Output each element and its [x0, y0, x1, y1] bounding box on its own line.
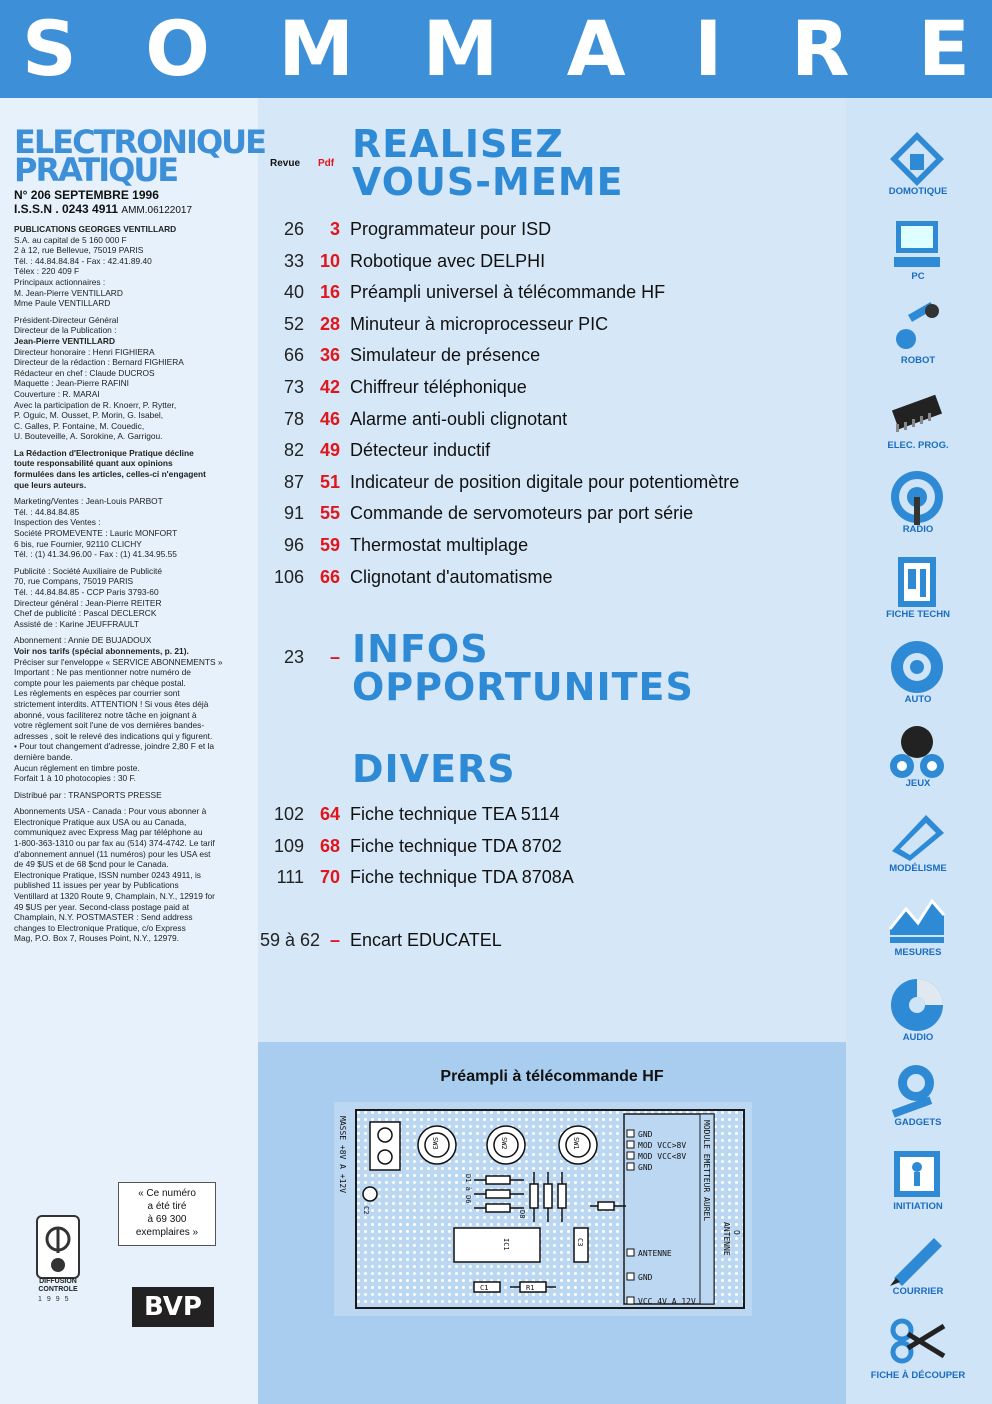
banner-letter: M	[278, 4, 355, 93]
credits-line: Distribué par : TRANSPORTS PRESSE	[14, 789, 162, 800]
credits-line: Chef de publicité : Pascal DECLERCK	[14, 608, 157, 619]
credits-line: Préciser sur l'enveloppe « SERVICE ABONNEMENTS »	[14, 656, 223, 667]
credits-line: Principaux actionnaires :	[14, 276, 106, 287]
print-run-box	[118, 1182, 216, 1246]
section-title-divers: DIVERS	[352, 747, 516, 791]
article-title: Robotique avec DELPHI	[350, 250, 546, 271]
section-title-line: REALISEZ	[352, 122, 564, 166]
credits-line: Tél. : (1) 41.34.96.00 - Fax : (1) 41.34.95.55	[14, 549, 177, 560]
pdf-page: 42	[319, 377, 340, 397]
revue-page: 23	[283, 647, 304, 667]
credits-line: published 11 issues per year by Publications	[14, 880, 179, 891]
pdf-page: 28	[319, 313, 340, 334]
pin-gnd: GND	[638, 1273, 653, 1282]
credits-line: Inspection des Ventes :	[14, 517, 101, 528]
pin-mod1: MOD VCC>8V	[638, 1141, 687, 1150]
article-title: Détecteur inductif	[350, 440, 491, 461]
banner-letter: R	[790, 4, 850, 93]
pin-vcc: VCC 4V A 12V	[638, 1297, 696, 1306]
credits-line: votre règlement soit l'une de vos dernières bandes-	[14, 720, 205, 731]
pdf-page: –	[329, 647, 340, 667]
issn: I.S.S.N . 0243 4911	[14, 202, 119, 216]
revue-page: 40	[283, 282, 304, 303]
section-title-line: OPPORTUNITES	[352, 665, 694, 709]
pin-gnd: GND	[638, 1130, 653, 1139]
pdf-page: 66	[319, 566, 340, 587]
article-title: Fiche technique TDA 8702	[350, 835, 562, 856]
article-title: Commande de servomoteurs par port série	[350, 503, 694, 524]
category-label: DOMOTIQUE	[888, 186, 948, 197]
credits-line: Aucun règlement en timbre poste.	[14, 762, 140, 773]
ic-label: IC1	[502, 1238, 510, 1251]
issue-info	[14, 188, 192, 218]
credits-line: Tél. : 44.84.84.85	[14, 506, 80, 517]
credits-line: Rédacteur en chef : Claude DUCROS	[14, 367, 155, 378]
pdf-page: 36	[319, 345, 340, 366]
logo-line-1: ELECTRONIQUE	[14, 123, 265, 161]
revue-page: 87	[283, 471, 304, 492]
print-run-line: exemplaires »	[135, 1227, 199, 1238]
credits-paragraph	[14, 635, 252, 783]
print-run-line: a été tiré	[147, 1201, 187, 1212]
credits-line: dernière bande.	[14, 751, 73, 762]
category-label: MODÉLISME	[889, 862, 947, 874]
credits-line: La Rédaction d'Electronique Pratique décline	[14, 447, 194, 458]
article-title: Simulateur de présence	[350, 345, 541, 366]
credits-line: Directeur honoraire : Henri FIGHIERA	[14, 346, 155, 357]
banner-letter: S	[22, 4, 77, 93]
article-title: Programmateur pour ISD	[350, 219, 552, 239]
credits-line: adresses , soit le relevé des indications qui y figurent.	[14, 730, 213, 741]
revue-page: 82	[283, 440, 304, 461]
article-title: Encart EDUCATEL	[350, 930, 502, 950]
credits-line: Ventillard at 1320 Route 9, Champlain, N.Y., 12919 for	[14, 891, 215, 902]
category-label: ROBOT	[900, 355, 936, 367]
credits-line: M. Jean-Pierre VENTILLARD	[14, 287, 123, 298]
article-title: Préampli universel à télécommande HF	[350, 282, 666, 303]
capacitor-label: C1	[480, 1284, 489, 1292]
robot-arm-icon	[886, 297, 948, 359]
pcb-layout-diagram	[334, 1102, 752, 1316]
article-title: Thermostat multiplage	[350, 535, 529, 555]
scissors-icon	[886, 1312, 948, 1374]
mail-icon	[886, 1228, 948, 1290]
category-label: COURRIER	[892, 1285, 944, 1297]
credits-line: Jean-Pierre VENTILLARD	[14, 335, 115, 346]
credits-paragraph	[14, 448, 252, 490]
revue-page: 78	[283, 408, 304, 429]
credits-line: de 49 $US et de 68 $cnd pour le Canada.	[14, 859, 169, 870]
switch-label: SW2	[500, 1137, 508, 1150]
credits-line: Assisté de : Karine JEUFFRAULT	[14, 618, 140, 629]
credits-line: U. Bouteveille, A. Sorokine, A. Garrigou.	[14, 431, 163, 442]
credits-line: Tél. : 44.84.84.84 - Fax : 42.41.89.40	[14, 255, 152, 266]
switch-label: SW3	[431, 1137, 439, 1150]
car-icon	[886, 636, 948, 698]
article-title: Indicateur de position digitale pour potentiomètre	[350, 471, 740, 492]
power-label: MASSE +8V A +12V	[338, 1116, 347, 1194]
credits-line: Directeur de la rédaction : Bernard FIGHIERA	[14, 357, 184, 368]
article-title: Fiche technique TEA 5114	[350, 804, 560, 824]
category-label: RADIO	[902, 524, 934, 536]
computer-icon	[886, 213, 948, 275]
category-label: AUDIO	[902, 1032, 934, 1043]
category-label: MESURES	[894, 947, 942, 959]
pdf-page: –	[329, 930, 340, 950]
pdf-page: 68	[319, 835, 340, 856]
print-run-line: à 69 300	[147, 1214, 187, 1225]
sommaire-banner	[0, 0, 992, 98]
credits-line: Voir nos tarifs (spécial abonnements, p. 21).	[14, 645, 189, 656]
credits-line: Avec la participation de R. Knoerr, P. Rytter,	[14, 399, 177, 410]
credits-line: Abonnement : Annie DE BUJADOUX	[14, 635, 152, 646]
initiation-icon	[886, 1143, 948, 1205]
credits-line: C. Galles, P. Fontaine, M. Couedic,	[14, 420, 145, 431]
revue-page: 52	[283, 313, 304, 334]
article-title: Clignotant d'automatisme	[350, 566, 553, 587]
schema-title: Préampli à télécommande HF	[440, 1068, 664, 1085]
model-icon	[886, 805, 948, 867]
credits-line: 2 à 12, rue Bellevue, 75019 PARIS	[14, 245, 144, 256]
antenne-vertical-label: ANTENNE	[722, 1222, 731, 1256]
ojd-caption-line: DIFFUSION	[39, 1278, 77, 1285]
credits-line: Tél. : 44.84.84.85 - CCP Paris 3793-60	[14, 587, 159, 597]
credits-line: Champlain, N.Y. POSTMASTER : Send address	[14, 912, 193, 923]
credits-paragraph	[14, 496, 252, 560]
dice-icon	[886, 720, 948, 782]
banner-letter: I	[694, 4, 723, 93]
article-title: Alarme anti-oubli clignotant	[350, 408, 568, 429]
capacitor-label: C3	[576, 1238, 584, 1247]
pdf-page: 64	[319, 804, 340, 824]
measure-icon	[886, 889, 948, 951]
publication-credits	[14, 224, 252, 950]
credits-line: Forfait 1 à 10 photocopies : 30 F.	[14, 773, 136, 784]
antenne-vertical-o: O	[732, 1230, 741, 1235]
credits-line: • Pour tout changement d'adresse, joindre 2,80 F et la	[14, 741, 215, 752]
diode-label: D8	[518, 1210, 526, 1219]
credits-line: abonné, vous faciliterez notre tâche en joignant à	[14, 709, 197, 720]
credits-paragraph	[14, 566, 252, 630]
pdf-page: 10	[319, 250, 340, 271]
revue-page: 33	[283, 250, 304, 271]
revue-page: 109	[273, 835, 304, 856]
ojd-mark-icon	[38, 1217, 78, 1277]
credits-paragraph	[14, 790, 252, 801]
switch-label: SW1	[572, 1137, 580, 1150]
category-label: ELEC. PROG.	[887, 439, 949, 451]
credits-line: Marketing/Ventes : Jean-Louis PARBOT	[14, 496, 163, 507]
datasheet-icon	[886, 551, 948, 613]
category-label: FICHE TECHN	[886, 609, 950, 620]
credits-line: Télex : 220 409 F	[14, 266, 80, 277]
section-title-infos	[352, 627, 694, 709]
category-label: GADGETS	[894, 1116, 942, 1128]
pdf-page: 70	[319, 867, 340, 887]
banner-letter: E	[918, 4, 970, 93]
pdf-page: 16	[319, 282, 340, 303]
pin-antenne: ANTENNE	[638, 1249, 672, 1258]
credits-line: Les règlements en espèces par courrier sont	[14, 688, 180, 699]
category-label: PC	[911, 270, 925, 282]
radio-icon	[886, 466, 948, 528]
resistor-label: R1	[526, 1284, 535, 1292]
logo-line-2: PRATIQUE	[14, 151, 178, 189]
pdf-page: 49	[319, 440, 340, 461]
pdf-page: 55	[319, 503, 340, 524]
issue-number: N° 206 SEPTEMBRE 1996	[14, 188, 159, 202]
pdf-page: 3	[329, 219, 340, 239]
credits-line: Important : Ne pas mentionner notre numéro de	[14, 667, 191, 678]
credits-line: Directeur général : Jean-Pierre REITER	[14, 597, 162, 608]
revue-page: 102	[273, 804, 304, 824]
credits-paragraph	[14, 224, 252, 309]
credits-line: changes to Electronique Pratique, c/o Express	[14, 922, 186, 933]
credits-paragraph	[14, 315, 252, 442]
credits-line: P. Oguic, M. Ousset, P. Morin, G. Isabel,	[14, 410, 164, 421]
credits-line: PUBLICATIONS GEORGES VENTILLARD	[14, 224, 177, 234]
article-title: Minuteur à microprocesseur PIC	[350, 313, 609, 334]
credits-line: 49 $US per year. Second-class postage paid at	[14, 901, 190, 912]
gadget-icon	[886, 1059, 948, 1121]
ojd-caption	[30, 1278, 86, 1294]
revue-header: Revue	[270, 158, 301, 169]
revue-page: 106	[273, 566, 304, 587]
revue-page: 66	[283, 345, 304, 366]
revue-page: 96	[283, 535, 304, 555]
credits-paragraph	[14, 806, 252, 944]
amm-code: AMM.06122017	[121, 205, 193, 216]
credits-line: Abonnements USA - Canada : Pour vous abonner à	[14, 806, 207, 817]
credits-line: Publicité : Société Auxiliaire de Publicité	[14, 565, 163, 576]
magazine-logo	[14, 123, 265, 189]
credits-line: Président-Directeur Général	[14, 314, 119, 325]
revue-page: 73	[283, 377, 304, 397]
chip-icon	[886, 382, 948, 444]
credits-line: que leurs auteurs.	[14, 479, 87, 490]
credits-line: strictement interdits. ATTENTION ! Si vous êtes déjà	[14, 698, 209, 709]
credits-line: toute responsabilité quant aux opinions	[14, 458, 173, 469]
revue-page: 111	[276, 867, 304, 887]
banner-letter: M	[422, 4, 499, 93]
credits-line: 1-800-363-1310 ou par fax au (514) 374-4742. Le tarif	[14, 838, 215, 849]
category-label: INITIATION	[893, 1201, 943, 1213]
credits-line: Couverture : R. MARAI	[14, 388, 100, 399]
credits-line: d'abonnement annuel (11 numéros) pour les USA est	[14, 848, 211, 859]
credits-line: Mme Paule VENTILLARD	[14, 298, 111, 309]
article-title: Fiche technique TDA 8708A	[350, 867, 574, 887]
credits-line: communiquez avec Express Mag par téléphone au	[14, 827, 203, 838]
credits-line: Directeur de la Publication :	[14, 325, 117, 336]
section-title-line: INFOS	[352, 627, 489, 671]
article-title: Chiffreur téléphonique	[350, 377, 527, 397]
credits-line: compte pour les paiements par chèque postal.	[14, 677, 186, 688]
house-icon	[886, 128, 948, 190]
credits-line: Electronique Pratique aux USA ou au Canada,	[14, 816, 187, 827]
credits-line: Electronique Pratique, ISSN number 0243 4911, is	[14, 869, 201, 880]
print-run-line: « Ce numéro	[138, 1188, 196, 1199]
section-title-line: VOUS-MEME	[352, 160, 624, 204]
capacitor-label: C2	[362, 1206, 370, 1215]
credits-line: S.A. au capital de 5 160 000 F	[14, 234, 127, 245]
pdf-page: 51	[319, 471, 340, 492]
credits-line: Maquette : Jean-Pierre RAFINI	[14, 378, 129, 389]
credits-line: formulées dans les articles, celles-ci n'engagent	[14, 469, 206, 480]
pin-mod2: MOD VCC<8V	[638, 1152, 687, 1161]
category-label: JEUX	[905, 778, 931, 790]
category-label: AUTO	[904, 693, 932, 705]
pdf-page: 46	[319, 408, 340, 429]
category-label: FICHE À DÉCOUPER	[870, 1370, 966, 1382]
bvp-logo: BVP	[132, 1287, 214, 1327]
banner-letter: O	[145, 4, 210, 93]
section-title-realisez	[352, 122, 624, 204]
ojd-logo	[36, 1215, 80, 1279]
ojd-year: 1995	[38, 1296, 74, 1303]
credits-line: 70, rue Compans, 75019 PARIS	[14, 576, 134, 587]
pdf-page: 59	[319, 535, 340, 555]
revue-page: 26	[283, 219, 304, 239]
pdf-header: Pdf	[318, 158, 335, 169]
credits-line: Mag, P.O. Box 7, Rouses Point, N.Y., 12979.	[14, 933, 179, 944]
revue-page: 59 à 62	[259, 930, 320, 950]
pin-gnd: GND	[638, 1163, 653, 1172]
ojd-caption-line: CONTROLE	[38, 1286, 78, 1293]
disc-icon	[886, 974, 948, 1036]
revue-page: 91	[283, 503, 304, 524]
credits-line: 6 bis, rue Fournier, 92110 CLICHY	[14, 538, 142, 549]
diode-label: D1 à D6	[464, 1174, 472, 1204]
banner-letter: A	[566, 4, 626, 93]
module-label: MODULE EMETTEUR AUREL	[702, 1120, 711, 1222]
credits-line: Société PROMEVENTE : Lauric MONFORT	[14, 528, 178, 539]
